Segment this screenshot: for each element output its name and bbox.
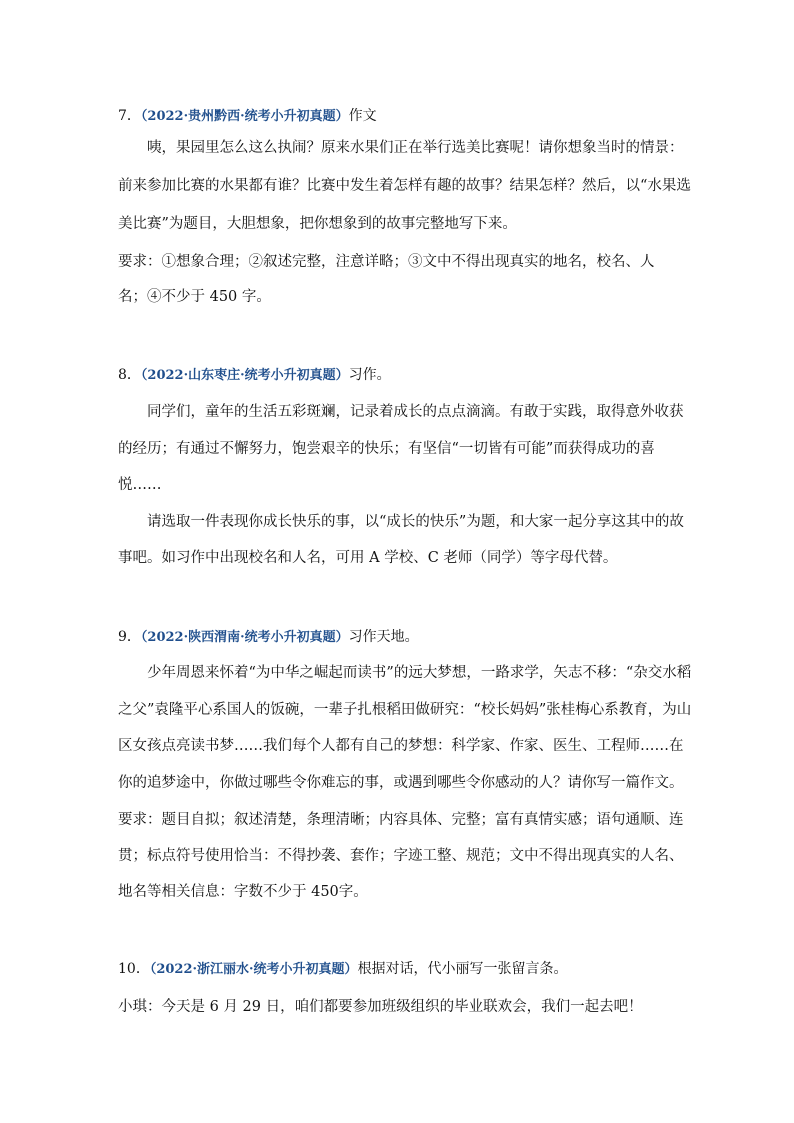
question-7-heading (118, 106, 678, 127)
question-8-line-4: 请选取一件表现你成长快乐的事，以“成长的快乐”为题，和大家一起分享这其中的故 (147, 514, 684, 530)
question-9-line-3: 区女孩点亮读书梦……我们每个人都有自己的梦想：科学家、作家、医生、工程师……在 (118, 738, 684, 754)
question-8-heading (118, 365, 678, 386)
question-7-line-1: 咦，果园里怎么这么执闹？原来水果们正在举行选美比赛呢！请你想象当时的情景： (147, 140, 684, 156)
question-source: （2022·山东枣庄·统考小升初真题） (140, 368, 349, 383)
question-8-line-2: 的经历；有通过不懈努力，饱尝艰辛的快乐；有坚信“一切皆有可能”而获得成功的喜 (118, 441, 655, 457)
question-9-requirements-end: 地名等相关信息：字数不少于 450字。 (118, 884, 368, 900)
question-8-line-5: 事吧。如习作中出现校名和人名，可用 A 学校、C 老师（同学）等字母代替。 (118, 550, 618, 566)
question-number: 8． (118, 367, 141, 383)
question-9-requirements: 要求：题目自拟；叙述清楚，条理清晰；内容具体、完整；富有真情实感；语句通顺、连 (118, 812, 684, 828)
question-prompt: 根据对话，代小丽写一张留言条。 (357, 961, 568, 977)
question-10-heading (118, 959, 678, 980)
question-7-requirements-cont: 名；④不少于 450 字。 (118, 289, 271, 305)
question-prompt: 习作。 (348, 367, 391, 383)
question-9-requirements-cont: 贯；标点符号使用恰当：不得抄袭、套作；字迹工整、规范；文中不得出现真实的人名、 (118, 848, 684, 864)
question-number: 10． (118, 961, 150, 977)
question-number: 9． (118, 629, 141, 645)
question-prompt: 习作天地。 (348, 629, 419, 645)
question-8-line-3: 悦…… (118, 477, 162, 493)
question-7-requirements: 要求：①想象合理；②叙述完整，注意详略；③文中不得出现真实的地名，校名、人 (118, 254, 655, 270)
question-7-line-3: 美比赛”为题目，大胆想象，把你想象到的故事完整地写下来。 (118, 216, 517, 232)
question-source: （2022·贵州黔西·统考小升初真题） (140, 109, 349, 124)
question-source: （2022·陕西渭南·统考小升初真题） (140, 630, 349, 645)
question-9-line-1: 少年周恩来怀着“为中华之崛起而读书”的远大梦想，一路求学，矢志不移：“杂交水稻 (147, 665, 692, 681)
question-10-dialogue-line: 小琪：今天是 6 月 29 日，咱们都要参加班级组织的毕业联欢会，我们一起去吧！ (118, 999, 643, 1015)
question-number: 7． (118, 108, 141, 124)
question-source: （2022·浙江丽水·统考小升初真题） (149, 962, 358, 977)
question-8-line-1: 同学们，童年的生活五彩斑斓，记录着成长的点点滴滴。有敢于实践，取得意外收获 (147, 404, 684, 420)
question-9-line-4: 你的追梦途中，你做过哪些令你难忘的事，或遇到哪些令你感动的人？请你写一篇作文。 (118, 775, 684, 791)
question-prompt: 作文 (348, 108, 377, 124)
question-7-line-2: 前来参加比赛的水果都有谁？比赛中发生着怎样有趣的故事？结果怎样？然后，以“水果选 (118, 178, 691, 194)
question-9-heading (118, 627, 678, 648)
question-9-line-2: 之父”袁隆平心系国人的饭碗，一辈子扎根稻田做研究：“校长妈妈”张桂梅心系教育，为山 (118, 702, 692, 718)
